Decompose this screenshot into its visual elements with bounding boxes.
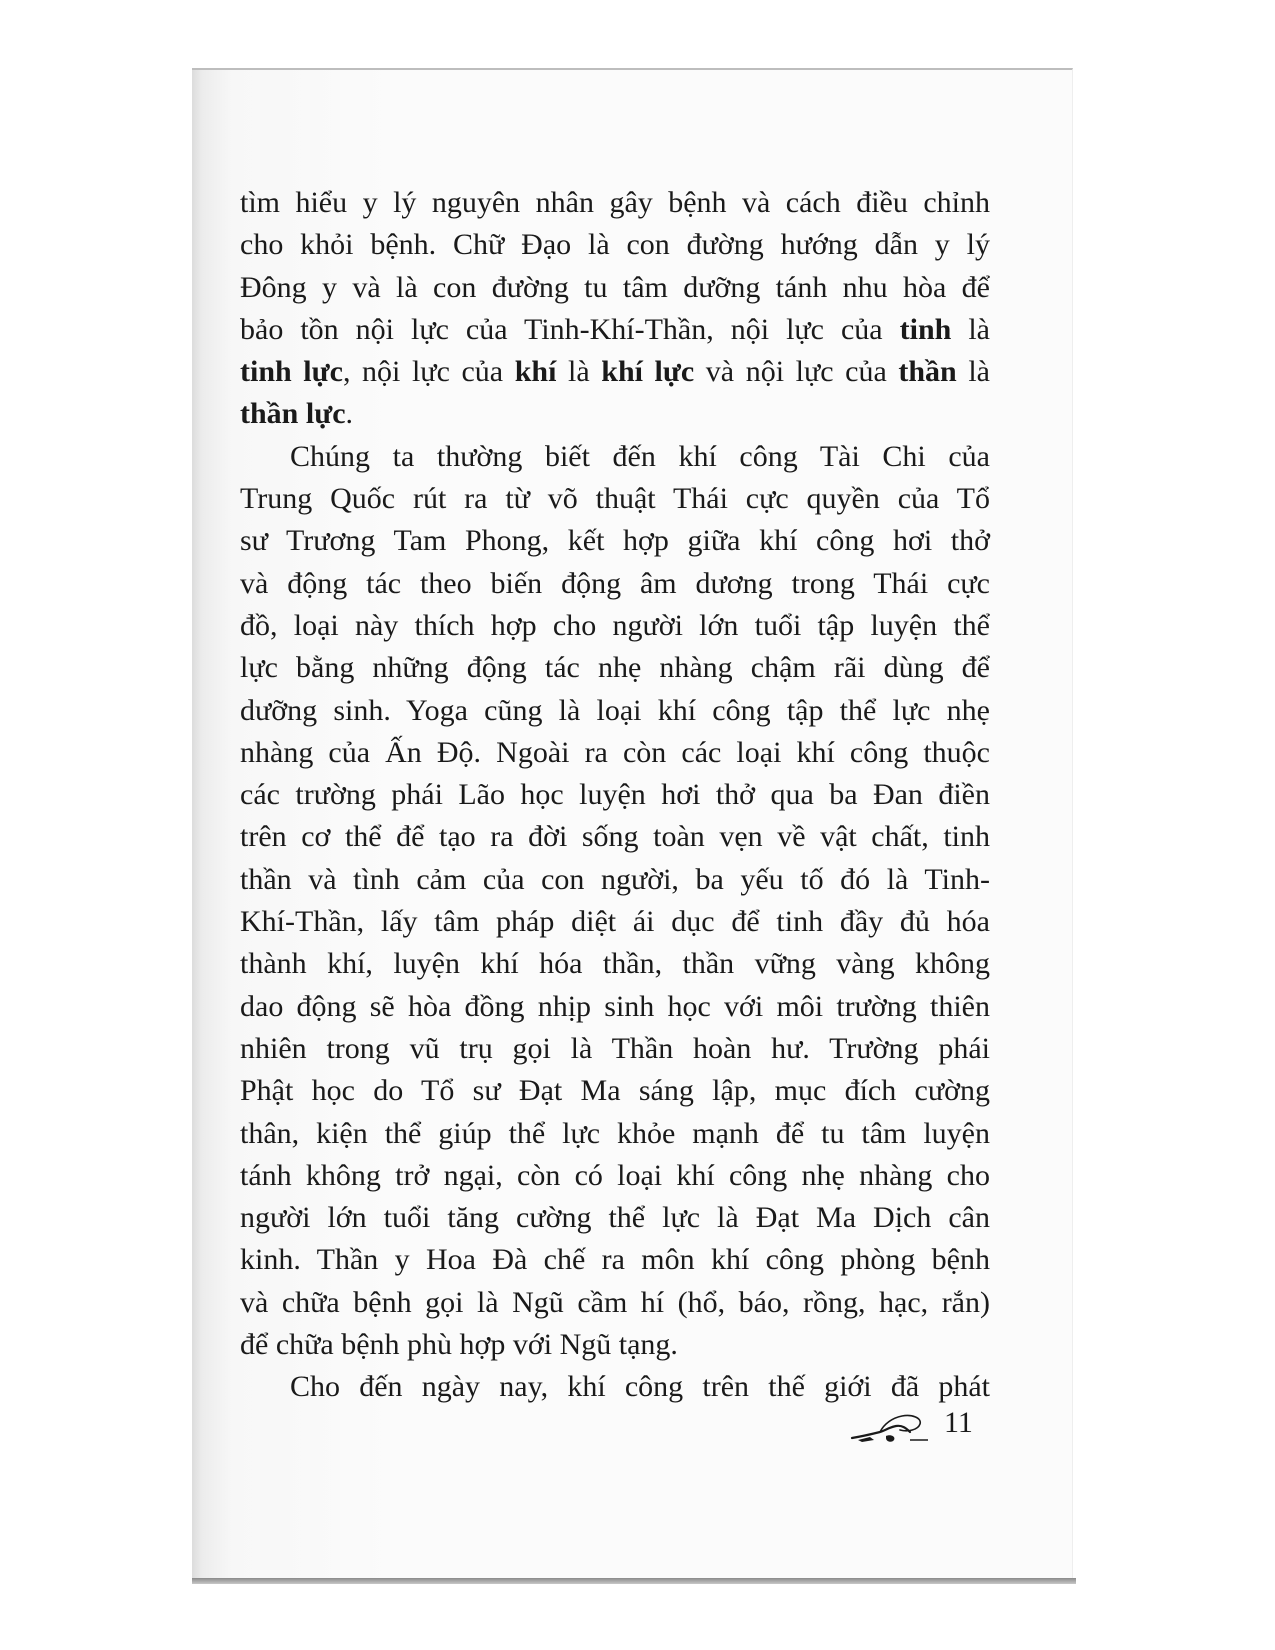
body-text: [240, 182, 990, 1409]
text-line: [240, 309, 990, 351]
text-line: người lớn tuổi tăng cường thể lực là Đạt Ma Dịch cân: [240, 1201, 990, 1235]
text-line: dao động sẽ hòa đồng nhịp sinh học với môi trường thiên: [240, 989, 990, 1023]
text-line: tìm hiểu y lý nguyên nhân gây bệnh và cách điều chỉnh: [240, 186, 990, 219]
text-span: là: [951, 312, 990, 346]
text-line: [240, 393, 990, 435]
page-edge: [192, 1578, 1076, 1584]
text-span: bảo tồn nội lực của Tinh-Khí-Thần, nội lực của: [240, 312, 900, 346]
text-line: đồ, loại này thích hợp cho người lớn tuổi tập luyện thể: [240, 608, 990, 642]
text-line: Khí-Thần, lấy tâm pháp diệt ái dục để tinh đầy đủ hóa: [240, 905, 990, 939]
text-line: và động tác theo biến động âm dương trong Thái cực: [240, 566, 990, 600]
text-span: là: [556, 355, 602, 389]
text-line: nhiên trong vũ trụ gọi là Thần hoàn hư. Trường phái: [240, 1031, 990, 1065]
page-number: 11: [944, 1406, 973, 1439]
text-span: , nội lực của: [342, 355, 515, 389]
bold-term: thần: [898, 355, 957, 389]
text-line: [240, 351, 990, 393]
text-line: Trung Quốc rút ra từ võ thuật Thái cực quyền của Tổ: [240, 482, 990, 516]
bold-term: tinh: [899, 312, 952, 346]
bold-term: khí lực: [601, 355, 695, 389]
text-line: và chữa bệnh gọi là Ngũ cầm hí (hổ, báo, rồng, hạc, rắn): [240, 1285, 990, 1319]
text-line: Phật học do Tổ sư Đạt Ma sáng lập, mục đích cường: [240, 1074, 990, 1108]
text-line: nhàng của Ấn Độ. Ngoài ra còn các loại khí công thuộc: [240, 735, 990, 769]
text-line: thân, kiện thể giúp thể lực khỏe mạnh để tu tâm luyện: [240, 1116, 990, 1150]
bold-term: thần lực: [240, 397, 346, 431]
text-line: các trường phái Lão học luyện hơi thở qua ba Đan điền: [240, 778, 990, 812]
ink-brush-ornament-icon: [850, 1410, 930, 1446]
text-line: để chữa bệnh phù hợp với Ngũ tạng.: [240, 1328, 678, 1362]
text-line: trên cơ thể để tạo ra đời sống toàn vẹn về vật chất, tinh: [240, 820, 990, 854]
text-line: sư Trương Tam Phong, kết hợp giữa khí công hơi thở: [240, 524, 990, 558]
text-line: dưỡng sinh. Yoga cũng là loại khí công tập thể lực nhẹ: [240, 693, 990, 727]
text-span: và nội lực của: [694, 355, 899, 389]
text-line: kinh. Thần y Hoa Đà chế ra môn khí công phòng bệnh: [240, 1243, 990, 1277]
text-span: là: [956, 355, 990, 389]
text-line: Cho đến ngày nay, khí công trên thế giới đã phát: [290, 1370, 990, 1404]
text-line: tánh không trở ngại, còn có loại khí công nhẹ nhàng cho: [240, 1158, 990, 1192]
text-line: thành khí, luyện khí hóa thần, thần vững vàng không: [240, 947, 990, 981]
text-span: .: [345, 397, 354, 431]
text-line: thần và tình cảm của con người, ba yếu tố đó là Tinh-: [240, 862, 990, 896]
text-line: cho khỏi bệnh. Chữ Đạo là con đường hướng dẫn y lý: [240, 228, 990, 262]
text-line: Chúng ta thường biết đến khí công Tài Chi của: [290, 439, 990, 473]
bold-term: tinh lực: [240, 355, 343, 389]
page-footer: [850, 1406, 990, 1450]
bold-term: khí: [514, 355, 557, 389]
text-line: lực bằng những động tác nhẹ nhàng chậm rãi dùng để: [240, 651, 990, 685]
text-line: Đông y và là con đường tu tâm dưỡng tánh nhu hòa để: [240, 270, 990, 304]
